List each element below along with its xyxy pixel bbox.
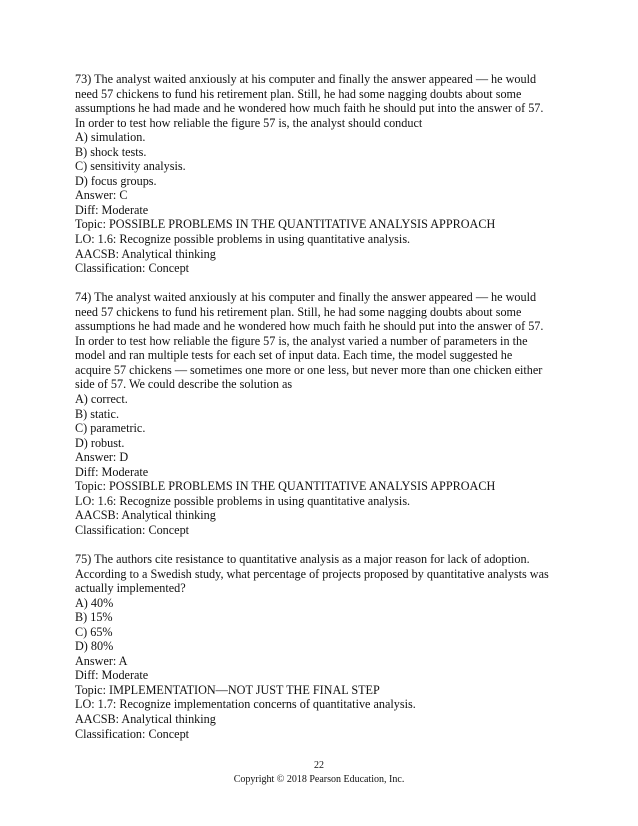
answer-option-c: C) sensitivity analysis. xyxy=(75,159,186,174)
question-stem-line: need 57 chickens to fund his retirement plan. Still, he had some nagging doubts about some xyxy=(75,304,522,319)
answer-key: Answer: C xyxy=(75,188,128,203)
classification: Classification: Concept xyxy=(75,726,190,741)
question-stem-line: actually implemented? xyxy=(75,581,186,596)
answer-option-b: B) shock tests. xyxy=(75,144,147,159)
question-stem-line: model and ran multiple tests for each set of input data. Each time, the model suggested he xyxy=(75,348,513,363)
classification: Classification: Concept xyxy=(75,261,190,276)
answer-option-a: A) correct. xyxy=(75,391,128,406)
question-stem-line: acquire 57 chickens — sometimes one more or one less, but never more than one chicken either xyxy=(75,362,543,377)
question-75 xyxy=(75,552,575,741)
answer-option-d: D) focus groups. xyxy=(75,173,157,188)
answer-option-d: D) robust. xyxy=(75,435,125,450)
aacsb-tag: AACSB: Analytical thinking xyxy=(75,508,216,523)
question-stem-line: According to a Swedish study, what percentage of projects proposed by quantitative analysts was xyxy=(75,566,549,581)
page-number: 22 xyxy=(314,760,324,771)
topic: Topic: IMPLEMENTATION—NOT JUST THE FINAL STEP xyxy=(75,682,380,697)
answer-option-a: A) 40% xyxy=(75,595,114,610)
copyright-notice: Copyright © 2018 Pearson Education, Inc. xyxy=(233,774,405,785)
answer-option-c: C) 65% xyxy=(75,624,113,639)
answer-option-d: D) 80% xyxy=(75,639,114,654)
aacsb-tag: AACSB: Analytical thinking xyxy=(75,711,216,726)
topic: Topic: POSSIBLE PROBLEMS IN THE QUANTITATIVE ANALYSIS APPROACH xyxy=(75,217,496,232)
question-stem-line: In order to test how reliable the figure 57 is, the analyst varied a number of parameters in the xyxy=(75,333,528,348)
answer-option-a: A) simulation. xyxy=(75,130,146,145)
question-stem-line: need 57 chickens to fund his retirement plan. Still, he had some nagging doubts about some xyxy=(75,86,522,101)
question-stem-line: In order to test how reliable the figure 57 is, the analyst should conduct xyxy=(75,115,423,130)
learning-objective: LO: 1.6: Recognize possible problems in using quantitative analysis. xyxy=(75,493,411,508)
answer-option-b: B) 15% xyxy=(75,610,113,625)
question-stem-line: 74) The analyst waited anxiously at his computer and finally the answer appeared — he would xyxy=(75,290,537,305)
topic: Topic: POSSIBLE PROBLEMS IN THE QUANTITATIVE ANALYSIS APPROACH xyxy=(75,479,496,494)
learning-objective: LO: 1.7: Recognize implementation concerns of quantitative analysis. xyxy=(75,697,416,712)
learning-objective: LO: 1.6: Recognize possible problems in using quantitative analysis. xyxy=(75,232,411,247)
difficulty: Diff: Moderate xyxy=(75,668,149,683)
question-list xyxy=(75,72,575,756)
answer-key: Answer: A xyxy=(75,653,128,668)
question-stem-line: assumptions he had made and he wondered how much faith he should put into the answer of 57. xyxy=(75,101,544,116)
question-stem-line: 73) The analyst waited anxiously at his computer and finally the answer appeared — he would xyxy=(75,72,537,86)
difficulty: Diff: Moderate xyxy=(75,202,149,217)
question-73 xyxy=(75,72,575,276)
answer-option-b: B) static. xyxy=(75,406,120,421)
classification: Classification: Concept xyxy=(75,522,190,537)
aacsb-tag: AACSB: Analytical thinking xyxy=(75,246,216,261)
question-stem-line: assumptions he had made and he wondered how much faith he should put into the answer of 57. xyxy=(75,319,544,334)
difficulty: Diff: Moderate xyxy=(75,464,149,479)
question-stem-line: 75) The authors cite resistance to quantitative analysis as a major reason for lack of adoption. xyxy=(75,551,530,566)
question-stem-line: side of 57. We could describe the solution as xyxy=(75,377,293,392)
answer-key: Answer: D xyxy=(75,450,129,465)
answer-option-c: C) parametric. xyxy=(75,421,146,436)
question-74 xyxy=(75,290,575,537)
